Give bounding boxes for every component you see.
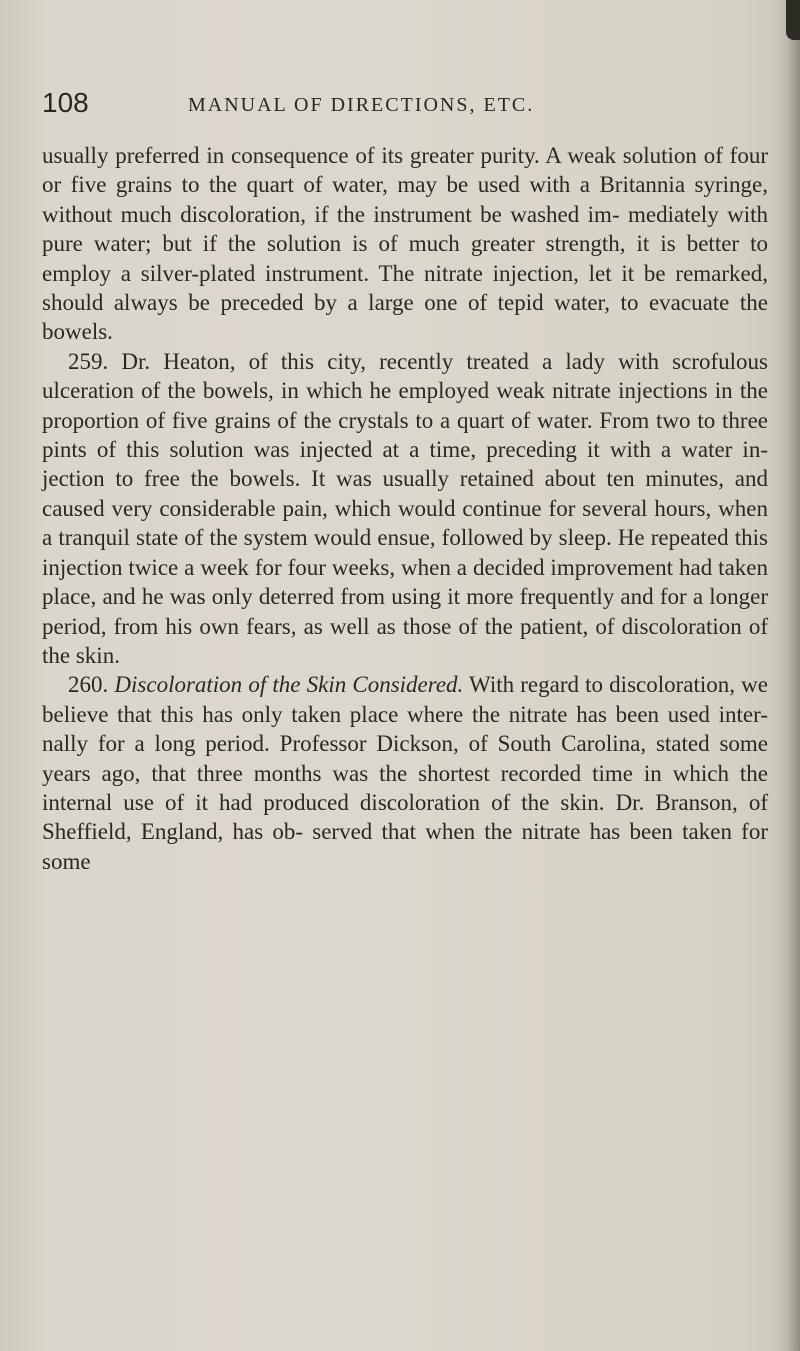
paragraph-text: usually preferred in consequence of its greater purity. A weak solution of four or five grains to the quart of water, may be used with a Britannia syringe, without much discoloration, if the instrument be washed im- mediately with pure water; but if the solution is of much greater strength, it is better to employ a silver-plated instrument. The nitrate injection, let it be remarked, should always be preceded by a large one of tepid water, to evacuate the bowels.: [42, 143, 768, 345]
paragraph-259: [42, 347, 768, 670]
section-number: 260.: [68, 672, 109, 698]
paragraph-continuation: [42, 141, 768, 347]
paragraph-260: [42, 670, 768, 876]
running-head: MANUAL OF DIRECTIONS, ETC.: [188, 94, 535, 116]
page-edge-mark: [786, 0, 800, 40]
page-number: 108: [42, 87, 89, 118]
page-edge-shadow: [774, 0, 800, 1351]
body-text: [42, 141, 768, 876]
paragraph-text: With regard to discoloration, we believe that this has only taken place where the nitrate has been used inter- nally for a long period. Professor Dickson, of South Carolina, stated some years ago, that three months was the shortest recorded time in which the internal use of it had produced discoloration of the skin. Dr. Branson, of Sheffield, England, has ob- served that when the nitrate has been taken for some: [42, 672, 768, 874]
section-heading: Discoloration of the Skin Considered.: [114, 672, 464, 698]
paragraph-text: 259. Dr. Heaton, of this city, recently treated a lady with scrofulous ulceration of the bowels, in which he employed weak nitrate injections in the proportion of five grains of the crystals to a quart of water. From two to three pints of this solution was injected at a time, preceding it with a water in- jection to free the bowels. It was usually retained about ten minutes, and caused very considerable pain, which would continue for several hours, when a tranquil state of the system would ensue, followed by sleep. He repeated this injection twice a week for four weeks, when a decided improvement had taken place, and he was only deterred from using it more frequently and for a longer period, from his own fears, as well as those of the patient, of discoloration of the skin.: [42, 348, 768, 668]
page-header: [42, 88, 768, 118]
